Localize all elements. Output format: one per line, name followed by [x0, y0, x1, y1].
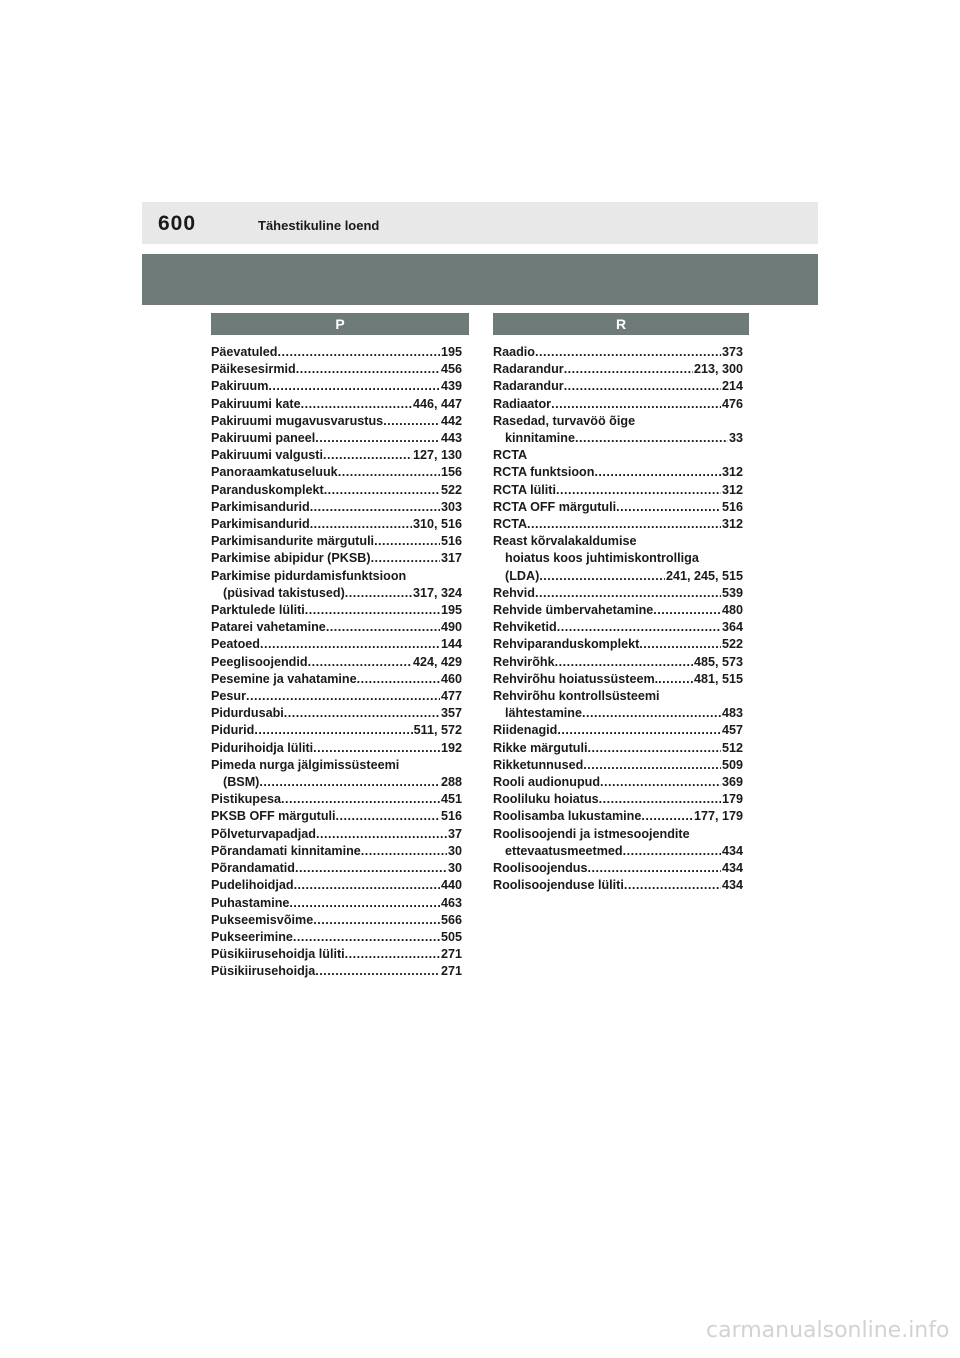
dot-leader: [293, 929, 440, 946]
index-entry-label: RCTA: [493, 448, 528, 463]
dot-leader: [357, 671, 440, 688]
dot-leader: [315, 430, 440, 447]
index-entry: [493, 516, 743, 533]
dot-leader: [316, 826, 447, 843]
index-entry: [211, 619, 462, 636]
index-entry-pages: 516: [440, 534, 462, 549]
index-entry: [211, 482, 462, 499]
dot-leader: [324, 482, 440, 499]
dot-leader: [641, 808, 693, 825]
index-entry-term: Püsikiirusehoidja: [211, 964, 316, 979]
index-entry: [493, 361, 743, 378]
index-entry: [211, 895, 462, 912]
index-entry: [211, 344, 462, 361]
dot-leader: [583, 757, 721, 774]
dot-leader: [313, 740, 440, 757]
index-entry-pages: 512: [721, 740, 743, 755]
index-entry: [493, 843, 743, 860]
index-entry: [211, 516, 462, 533]
dot-leader: [289, 895, 440, 912]
index-entry-term: Rehvide ümbervahetamine: [493, 603, 654, 618]
index-entry-pages: 476: [721, 396, 743, 411]
index-entry: [493, 705, 743, 722]
index-entry: [211, 912, 462, 929]
index-entry-pages: 288: [440, 775, 462, 790]
index-entry-pages: 539: [721, 585, 743, 600]
index-entry-pages: 451: [440, 792, 462, 807]
index-entry-pages: 192: [440, 740, 462, 755]
index-entry: [211, 791, 462, 808]
dot-leader: [551, 396, 721, 413]
index-entry-pages: 310, 516: [412, 517, 462, 532]
index-entry-term: Pukseerimine: [211, 929, 293, 944]
dot-leader: [564, 361, 693, 378]
index-entry-pages: 179: [721, 792, 743, 807]
index-entry-term: Parktulede lüliti: [211, 603, 305, 618]
index-entry: [493, 808, 743, 825]
index-entry-pages: 509: [721, 757, 743, 772]
dot-leader: [294, 877, 440, 894]
index-entry: [211, 929, 462, 946]
dot-leader: [345, 585, 412, 602]
index-entry-pages: 33: [728, 431, 743, 446]
index-entry-term: Pistikupesa: [211, 792, 281, 807]
dot-leader: [254, 722, 412, 739]
dot-leader: [383, 413, 440, 430]
index-entry-term: Pakiruumi kate: [211, 396, 301, 411]
index-entry-pages: 369: [721, 775, 743, 790]
index-entry-pages: 357: [440, 706, 462, 721]
index-entry-term: Rikke märgutuli: [493, 740, 588, 755]
index-entry-pages: 481, 515: [693, 671, 743, 686]
index-entry: [211, 722, 462, 739]
header-bar: [142, 202, 818, 244]
dot-leader: [599, 791, 721, 808]
dot-leader: [323, 447, 412, 464]
index-entry-term: Pesemine ja vahatamine: [211, 671, 357, 686]
index-entry-term: Põrandamatid: [211, 861, 295, 876]
index-entry-pages: 446, 447: [412, 396, 462, 411]
dot-leader: [284, 705, 440, 722]
index-entry-pages: 434: [721, 861, 743, 876]
index-entry-term: Pidurihoidja lüliti: [211, 740, 314, 755]
index-entry-term: Põrandamati kinnitamine: [211, 843, 361, 858]
dot-leader: [624, 877, 721, 894]
index-entry-term: (püsivad takistused): [223, 585, 345, 600]
index-entry: [493, 774, 743, 791]
index-entry-label: Roolisoojendi ja istmesoojendite: [493, 826, 690, 841]
dot-leader: [281, 791, 440, 808]
index-entry: [211, 464, 462, 481]
index-entry-term: Peeglisoojendid: [211, 654, 308, 669]
index-entry: [211, 740, 462, 757]
index-entry-pages: 195: [440, 345, 462, 359]
letter-heading-r: R: [493, 313, 749, 335]
index-entry-term: Rikketunnused: [493, 757, 584, 772]
dot-leader: [301, 396, 412, 413]
index-entry-label: Rasedad, turvavöö õige: [493, 413, 636, 428]
dot-leader: [296, 361, 440, 378]
index-entry-pages: 312: [721, 482, 743, 497]
index-entry-term: Pakiruum: [211, 379, 269, 394]
dot-leader: [295, 860, 447, 877]
index-entry-pages: 156: [440, 465, 462, 480]
index-entry-term: Päevatuled: [211, 345, 278, 359]
index-entry: [493, 344, 743, 361]
index-entry-term: Roolisamba lukustamine: [493, 809, 642, 824]
index-entry: [211, 946, 462, 963]
index-entry-term: Rehvirõhu hoiatussüsteem.: [493, 671, 659, 686]
index-entry: [493, 430, 743, 447]
index-entry: [211, 499, 462, 516]
index-entry: [211, 808, 462, 825]
index-entry-pages: 317: [440, 551, 462, 566]
index-entry: [493, 757, 743, 774]
index-entry-pages: 127, 130: [412, 448, 462, 463]
index-entry-term: Rehviketid: [493, 620, 557, 635]
index-entry-term: Raadio: [493, 345, 535, 359]
index-entry-pages: 456: [440, 362, 462, 377]
dot-leader: [305, 602, 440, 619]
index-entry-pages: 480: [721, 603, 743, 618]
index-entry-pages: 317, 324: [412, 585, 462, 600]
index-entry-pages: 424, 429: [412, 654, 462, 669]
index-entry: [211, 671, 462, 688]
dot-leader: [594, 464, 721, 481]
index-entry-term: RCTA lüliti: [493, 482, 556, 497]
index-entry-term: Rehvirõhk: [493, 654, 555, 669]
index-entry-pages: 566: [440, 912, 462, 927]
index-entry-pages: 511, 572: [413, 723, 462, 738]
index-entry-pages: 460: [440, 671, 462, 686]
dot-leader: [653, 602, 721, 619]
index-entry-label: Parkimise pidurdamisfunktsioon: [211, 568, 407, 583]
index-entry: [211, 826, 462, 843]
dot-leader: [374, 533, 440, 550]
dot-leader: [338, 464, 440, 481]
index-entry-pages: 312: [721, 465, 743, 480]
index-entry-pages: 37: [447, 826, 462, 841]
dot-leader: [658, 671, 693, 688]
dot-leader: [587, 740, 721, 757]
index-entry-pages: 271: [440, 947, 462, 962]
index-entry-pages: 195: [440, 603, 462, 618]
dot-leader: [260, 636, 440, 653]
index-entry: [493, 568, 743, 585]
header-band: [142, 254, 818, 305]
dot-leader: [587, 860, 721, 877]
index-entry-pages: 303: [440, 499, 462, 514]
index-entry: [493, 482, 743, 499]
index-entry-label: Rehvirõhu kontrollsüsteemi: [493, 689, 660, 704]
dot-leader: [557, 619, 721, 636]
index-entry-term: Radarandur: [493, 362, 564, 377]
index-entry-term: Parkimisandurite märgutuli: [211, 534, 375, 549]
dot-leader: [345, 946, 440, 963]
index-entry: [211, 396, 462, 413]
index-entry-term: Pakiruumi mugavusvarustus: [211, 413, 384, 428]
index-entry-term: Rooliluku hoiatus: [493, 792, 599, 807]
index-entry-term: Põlveturvapadjad: [211, 826, 316, 841]
index-entry: [211, 361, 462, 378]
index-entry-pages: 516: [440, 809, 462, 824]
index-entry-pages: 30: [447, 843, 462, 858]
index-entry-term: RCTA OFF märgutuli: [493, 499, 617, 514]
index-entry-term: Peatoed: [211, 637, 260, 652]
index-entry: [493, 378, 743, 395]
index-entry-pages: 490: [440, 620, 462, 635]
index-entry-term: lähtestamine: [505, 706, 582, 721]
index-entry-pages: 477: [440, 689, 462, 704]
dot-leader: [535, 344, 721, 361]
index-entry-pages: 485, 573: [693, 654, 743, 669]
index-column-r: [493, 344, 743, 895]
dot-leader: [639, 636, 721, 653]
index-entry-term: Pudelihoidjad: [211, 878, 294, 893]
index-entry-pages: 271: [440, 964, 462, 979]
index-entry-pages: 214: [721, 379, 743, 394]
index-entry-pages: 442: [440, 413, 462, 428]
index-entry-term: (LDA): [505, 568, 540, 583]
index-entry: [493, 464, 743, 481]
index-entry: [211, 378, 462, 395]
dot-leader: [555, 654, 693, 671]
index-entry: [211, 430, 462, 447]
dot-leader: [336, 808, 440, 825]
dot-leader: [539, 568, 665, 585]
index-entry-term: Puhastamine: [211, 895, 290, 910]
index-entry-term: Püsikiirusehoidja lüliti: [211, 947, 345, 962]
dot-leader: [600, 774, 721, 791]
index-entry-pages: 440: [440, 878, 462, 893]
index-entry: [211, 602, 462, 619]
index-entry: [493, 585, 743, 602]
index-entry-term: Parkimisandurid: [211, 499, 310, 514]
index-entry-term: Rehviparanduskomplekt: [493, 637, 640, 652]
index-entry-pages: 364: [721, 620, 743, 635]
dot-leader: [535, 585, 721, 602]
dot-leader: [315, 963, 440, 980]
index-entry-term: Patarei vahetamine: [211, 620, 326, 635]
index-entry-pages: 241, 245, 515: [665, 568, 743, 583]
index-entry: [211, 550, 462, 567]
index-entry-term: ettevaatusmeetmed: [505, 843, 623, 858]
dot-leader: [278, 344, 440, 361]
index-entry-pages: 457: [721, 723, 743, 738]
index-entry-pages: 443: [440, 431, 462, 446]
index-entry-pages: 30: [447, 861, 462, 876]
index-entry-term: Pakiruumi paneel: [211, 431, 316, 446]
index-entry-term: Riidenagid: [493, 723, 558, 738]
index-entry-pages: 213, 300: [693, 362, 743, 377]
dot-leader: [361, 843, 447, 860]
index-entry-pages: 483: [721, 706, 743, 721]
index-entry-term: Pidurdusabi: [211, 706, 284, 721]
index-entry-term: Paranduskomplekt: [211, 482, 324, 497]
index-entry: [493, 619, 743, 636]
index-entry: [493, 791, 743, 808]
index-entry-pages: 439: [440, 379, 462, 394]
dot-leader: [259, 774, 440, 791]
index-entry: [493, 654, 743, 671]
index-entry: [493, 636, 743, 653]
index-entry-term: Panoraamkatuseluuk: [211, 465, 338, 480]
index-entry-pages: 177, 179: [693, 809, 743, 824]
dot-leader: [527, 516, 721, 533]
dot-leader: [623, 843, 721, 860]
index-entry: [493, 671, 743, 688]
index-entry: [493, 722, 743, 739]
index-entry-pages: 463: [440, 895, 462, 910]
page-number: 600: [158, 212, 197, 235]
index-entry-pages: 522: [721, 637, 743, 652]
index-entry-pages: 312: [721, 517, 743, 532]
dot-leader: [616, 499, 721, 516]
dot-leader: [268, 378, 440, 395]
index-entry-label: Pimeda nurga jälgimissüsteemi: [211, 757, 400, 772]
index-entry-term: Pukseemisvõime: [211, 912, 314, 927]
index-column-p: [211, 344, 462, 981]
index-entry-label: hoiatus koos juhtimiskontrolliga: [505, 551, 699, 566]
index-entry-term: RCTA: [493, 517, 528, 532]
index-entry-pages: 434: [721, 843, 743, 858]
index-entry: [211, 533, 462, 550]
index-entry-term: Päikesesirmid: [211, 362, 296, 377]
index-entry: [211, 705, 462, 722]
index-entry: [493, 877, 743, 894]
index-entry-pages: 434: [721, 878, 743, 893]
index-entry-term: Radarandur: [493, 379, 564, 394]
index-entry-term: (BSM): [223, 775, 260, 790]
dot-leader: [556, 482, 721, 499]
letter-heading-p: P: [211, 313, 469, 335]
index-entry-term: Rooli audionupud: [493, 775, 601, 790]
dot-leader: [582, 705, 721, 722]
dot-leader: [313, 912, 440, 929]
index-entry-term: PKSB OFF märgutuli: [211, 809, 336, 824]
index-entry: [211, 963, 462, 980]
index-entry: [211, 877, 462, 894]
section-title: Tähestikuline loend: [258, 218, 380, 233]
dot-leader: [564, 378, 721, 395]
index-entry-term: Radiaator: [493, 396, 552, 411]
index-entry: [493, 602, 743, 619]
dot-leader: [575, 430, 728, 447]
index-entry: [211, 447, 462, 464]
index-entry: [211, 860, 462, 877]
index-entry: [493, 499, 743, 516]
index-entry-term: RCTA funktsioon: [493, 465, 595, 480]
dot-leader: [326, 619, 440, 636]
dot-leader: [246, 688, 440, 705]
dot-leader: [557, 722, 721, 739]
index-entry: [211, 843, 462, 860]
index-entry: [493, 396, 743, 413]
index-entry-label: Reast kõrvalakaldumise: [493, 534, 637, 549]
index-entry: [211, 688, 462, 705]
dot-leader: [308, 654, 412, 671]
index-entry-term: Parkimise abipidur (PKSB): [211, 551, 371, 566]
watermark: carmanualsonline.info: [706, 1318, 950, 1343]
index-entry: [211, 774, 462, 791]
index-entry: [211, 585, 462, 602]
dot-leader: [310, 516, 412, 533]
index-entry-pages: 144: [440, 637, 462, 652]
index-entry: [493, 740, 743, 757]
index-entry-term: Roolisoojenduse lüliti: [493, 878, 624, 893]
index-entry-term: Parkimisandurid: [211, 517, 310, 532]
index-entry-term: kinnitamine: [505, 431, 575, 446]
dot-leader: [310, 499, 440, 516]
index-entry-term: Pesur: [211, 689, 247, 704]
index-entry-term: Roolisoojendus: [493, 861, 588, 876]
index-entry-pages: 373: [721, 345, 743, 359]
index-entry-term: Pakiruumi valgusti: [211, 448, 323, 463]
index-entry-pages: 522: [440, 482, 462, 497]
index-entry: [493, 860, 743, 877]
index-entry-term: Rehvid: [493, 585, 535, 600]
index-entry: [211, 413, 462, 430]
index-entry-term: Pidurid: [211, 723, 255, 738]
index-entry: [211, 654, 462, 671]
index-entry-pages: 505: [440, 929, 462, 944]
index-entry: [211, 636, 462, 653]
dot-leader: [371, 550, 440, 567]
index-entry-pages: 516: [721, 499, 743, 514]
